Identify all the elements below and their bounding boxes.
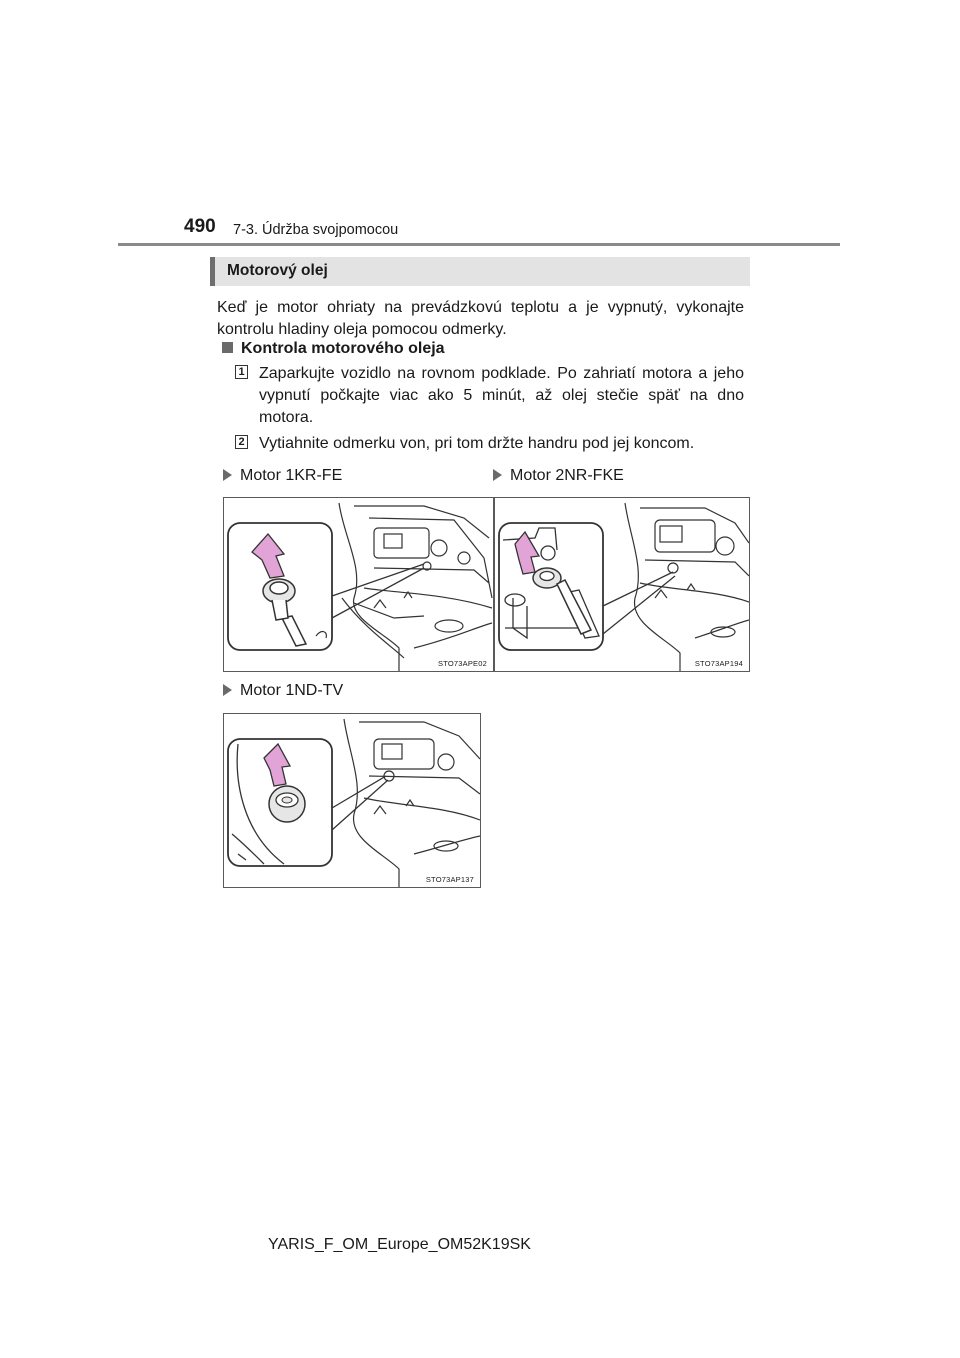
figure-code: STO73AP194 [694, 659, 743, 668]
page-number: 490 [184, 216, 216, 237]
figure-1kr-fe [223, 497, 494, 672]
engine-dipstick-illustration-icon [224, 714, 481, 888]
square-bullet-icon [222, 342, 233, 353]
figure-2nr-fke [494, 497, 750, 672]
header-rule [118, 243, 840, 246]
subsection-heading [222, 340, 445, 358]
footer-doc-code: YARIS_F_OM_Europe_OM52K19SK [268, 1236, 531, 1253]
figure-label-1kr-fe: Motor 1KR-FE [223, 467, 342, 485]
figure-label-1nd-tv: Motor 1ND-TV [223, 682, 343, 700]
section-title: 7-3. Údržba svojpomocou [233, 222, 399, 238]
step-number-1: 1 [235, 365, 248, 379]
engine-dipstick-illustration-icon [224, 498, 494, 672]
intro-paragraph: Keď je motor ohriaty na prevádzkovú teplotu a je vypnutý, vykonajte kontrolu hladiny oleja pomocou odmerky. [217, 299, 744, 338]
subsection-title: Kontrola motorového oleja [241, 340, 445, 357]
engine-dipstick-illustration-icon [495, 498, 750, 672]
topic-title: Motorový olej [227, 262, 328, 279]
triangle-bullet-icon [223, 469, 232, 481]
triangle-bullet-icon [493, 469, 502, 481]
figure-label-2nr-fke: Motor 2NR-FKE [493, 467, 624, 485]
figure-code: STO73AP137 [425, 875, 474, 884]
triangle-bullet-icon [223, 684, 232, 696]
step-number-2: 2 [235, 435, 248, 449]
topic-band [210, 257, 750, 286]
figure-code: STO73APE02 [438, 659, 487, 668]
figure-1nd-tv [223, 713, 481, 888]
step-text-2: Vytiahnite odmerku von, pri tom držte handru pod jej koncom. [259, 435, 695, 452]
step-text-1: Zaparkujte vozidlo na rovnom podklade. Po zahriatí motora a jeho vypnutí počkajte viac ako 5 minút, až olej stečie späť na dno motora. [259, 365, 744, 426]
